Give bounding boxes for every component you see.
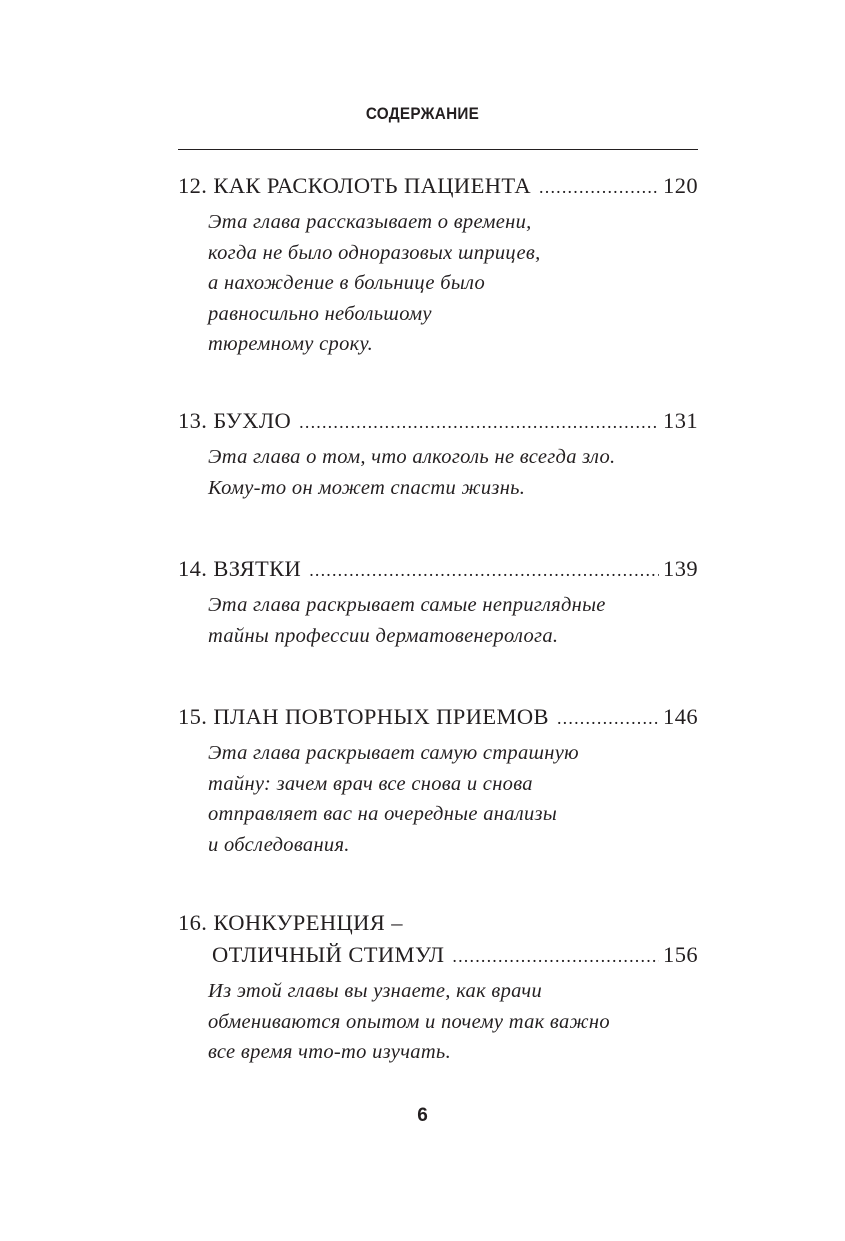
chapter-description [178, 442, 698, 503]
chapter-title: ОТЛИЧНЫЙ СТИМУЛ [212, 942, 445, 967]
chapter-title-first-line: 16. КОНКУРЕНЦИЯ – [178, 910, 403, 935]
toc-entry-line[interactable] [178, 701, 698, 734]
chapter-page-number: 139 [663, 556, 698, 581]
toc-entry-line[interactable] [178, 553, 698, 586]
description-line: обмениваются опытом и почему так важно [208, 1010, 610, 1033]
description-line: Эта глава о том, что алкоголь не всегда зло. [208, 446, 616, 468]
toc-entry-12 [178, 170, 698, 360]
page-title: СОДЕРЖАНИЕ [365, 104, 480, 123]
chapter-title: 14. ВЗЯТКИ [178, 556, 302, 581]
description-line: Из этой главы вы узнаете, как врачи [208, 980, 543, 1002]
header-divider [178, 149, 698, 150]
chapter-page-number: 146 [663, 704, 698, 729]
description-line: когда не было одноразовых шприцев, [208, 241, 541, 264]
description-line: Кому-то он может спасти жизнь. [208, 476, 526, 499]
toc-entry-13 [178, 405, 698, 503]
dot-leader [309, 554, 659, 586]
description-line: тюремному сроку. [208, 333, 374, 355]
chapter-description [178, 738, 698, 860]
toc-entry-14 [178, 553, 698, 651]
chapter-title: 13. БУХЛО [178, 408, 292, 433]
chapter-title: 12. КАК РАСКОЛОТЬ ПАЦИЕНТА [178, 173, 532, 198]
chapter-page-number: 156 [663, 942, 698, 967]
toc-entry-15 [178, 701, 698, 860]
description-line: и обследования. [208, 833, 350, 856]
description-line: Эта глава раскрывает самые неприглядные [208, 594, 606, 616]
description-line: Эта глава раскрывает самую страшную [208, 742, 579, 764]
description-line: тайны профессии дерматовенеролога. [208, 624, 559, 647]
chapter-page-number: 120 [663, 173, 698, 198]
toc-entry-line-first[interactable] [178, 907, 698, 939]
chapter-description [178, 590, 698, 651]
dot-leader [557, 702, 659, 734]
chapter-title: 15. ПЛАН ПОВТОРНЫХ ПРИЕМОВ [178, 704, 549, 729]
dot-leader [539, 171, 659, 203]
dot-leader [452, 940, 659, 972]
chapter-description [178, 207, 698, 360]
toc-entry-line[interactable] [178, 170, 698, 203]
description-line: все время что-то изучать. [208, 1041, 451, 1063]
chapter-description [178, 976, 698, 1068]
page-number: 6 [417, 1105, 428, 1126]
description-line: Эта глава рассказывает о времени, [208, 211, 532, 233]
description-line: а нахождение в больнице было [208, 272, 486, 294]
toc-entry-line[interactable] [178, 939, 698, 972]
chapter-page-number: 131 [663, 408, 698, 433]
toc-entry-16 [178, 907, 698, 1068]
dot-leader [299, 406, 659, 438]
description-line: равносильно небольшому [208, 302, 432, 325]
toc-entry-line[interactable] [178, 405, 698, 438]
description-line: отправляет вас на очередные анализы [208, 803, 558, 825]
description-line: тайну: зачем врач все снова и снова [208, 772, 533, 795]
